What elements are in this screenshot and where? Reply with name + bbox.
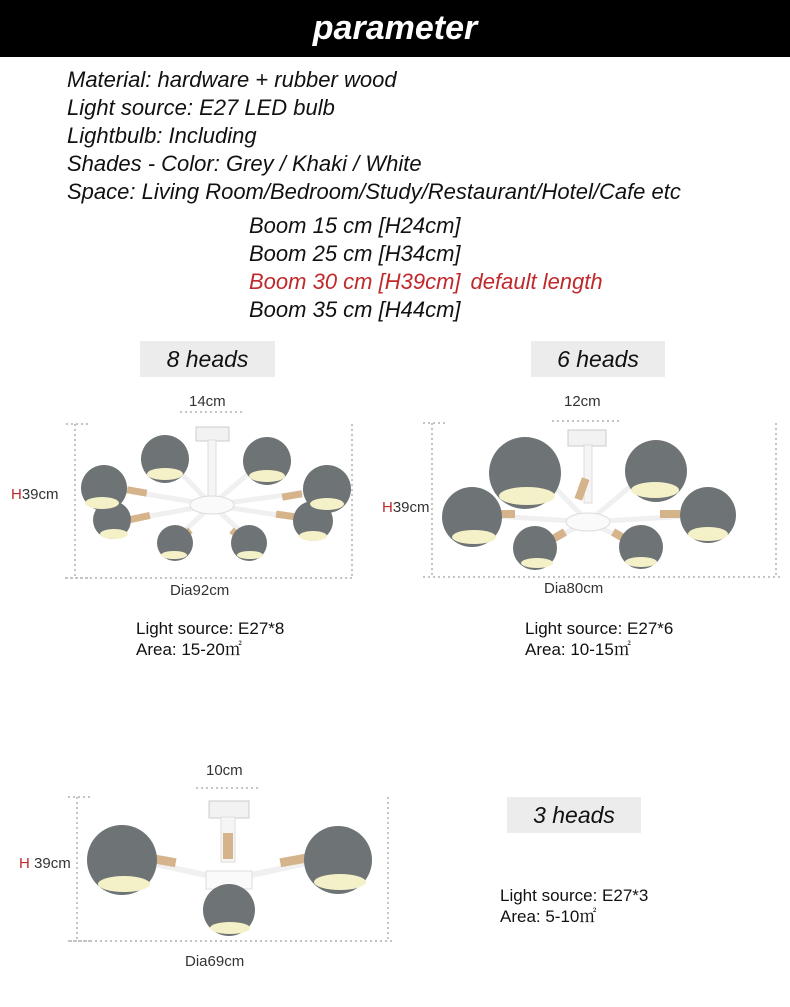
canopy-dimension: 10cm <box>206 762 243 779</box>
light-source-text: Light source: E27*8 <box>136 619 285 638</box>
boom-text: Boom 30 cm [H39cm] <box>249 269 461 294</box>
height-prefix: H <box>19 855 30 872</box>
spec-lightbulb: Lightbulb: Including <box>67 123 257 148</box>
info-3-heads <box>500 885 648 927</box>
spec-light-source: Light source: E27 LED bulb <box>67 95 335 120</box>
dia-value: 69cm <box>207 953 245 970</box>
boom-text: Boom 15 cm [H24cm] <box>249 213 461 238</box>
dia-prefix: Dia <box>544 580 567 597</box>
dia-value: 92cm <box>192 582 230 599</box>
area-text: Area: 15-20㎡ <box>136 640 242 659</box>
page-title: parameter <box>0 0 790 57</box>
light-source-text: Light source: E27*6 <box>525 619 674 638</box>
area-text: Area: 5-10㎡ <box>500 907 597 926</box>
dia-prefix: Dia <box>185 953 208 970</box>
height-value: 39cm <box>21 486 59 503</box>
default-length-note: default length <box>470 269 603 294</box>
height-value: 39cm <box>392 499 430 516</box>
dia-prefix: Dia <box>170 582 193 599</box>
canopy-dimension: 12cm <box>564 393 601 410</box>
height-value: 39cm <box>29 855 71 872</box>
boom-text: Boom 25 cm [H34cm] <box>249 241 461 266</box>
spec-material: Material: hardware + rubber wood <box>67 67 397 92</box>
height-dimension <box>19 855 71 872</box>
label-3-heads: 3 heads <box>507 797 641 833</box>
label-8-heads: 8 heads <box>140 341 275 377</box>
boom-text: Boom 35 cm [H44cm] <box>249 297 461 322</box>
spec-space: Space: Living Room/Bedroom/Study/Restaurant/Hotel/Cafe etc <box>67 179 681 204</box>
dia-value: 80cm <box>566 580 604 597</box>
label-6-heads: 6 heads <box>531 341 665 377</box>
area-text: Area: 10-15㎡ <box>525 640 631 659</box>
diameter-dimension <box>185 953 244 970</box>
spec-shade-color: Shades - Color: Grey / Khaki / White <box>67 151 422 176</box>
height-prefix: H <box>11 486 22 503</box>
light-source-text: Light source: E27*3 <box>500 886 649 905</box>
height-prefix: H <box>382 499 393 516</box>
canopy-dimension: 14cm <box>189 393 226 410</box>
